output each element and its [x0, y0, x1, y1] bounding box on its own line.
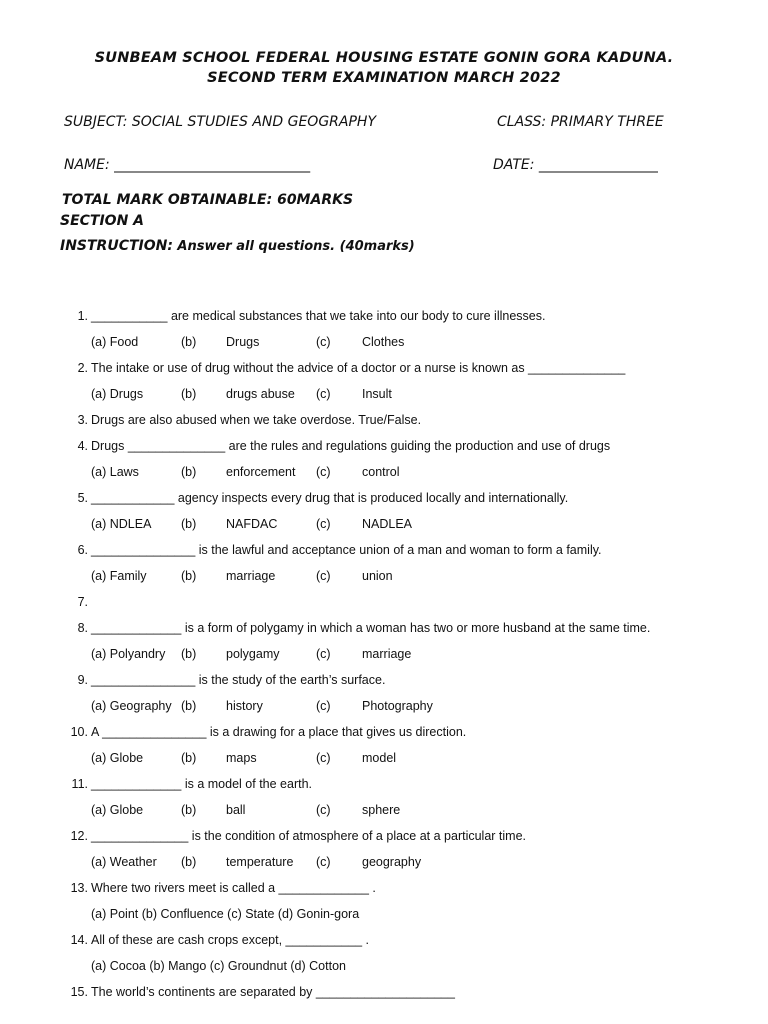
- option-item: NADLEA: [362, 517, 413, 531]
- option-item: (a) Geography: [91, 699, 172, 713]
- options-row: [66, 511, 746, 537]
- question-text: Drugs ______________ are the rules and regulations guiding the production and use of drugs: [91, 439, 611, 453]
- options-row: [66, 641, 746, 667]
- question-number: 2.: [77, 361, 88, 375]
- option-item: (a) Polyandry: [91, 647, 166, 661]
- question-text: ____________ agency inspects every drug that is produced locally and internationally.: [91, 491, 569, 505]
- question-text: The intake or use of drug without the advice of a doctor or a nurse is known as ______________: [91, 361, 626, 375]
- question-row: [66, 927, 746, 953]
- options-row: [66, 459, 746, 485]
- question-text: A _______________ is a drawing for a place that gives us direction.: [91, 725, 467, 739]
- option-item: (c): [316, 803, 331, 817]
- options-row: [66, 745, 746, 771]
- question-row: [66, 589, 746, 615]
- option-item: (c): [316, 647, 331, 661]
- question-number: 6.: [77, 543, 88, 557]
- option-item: (c): [316, 699, 331, 713]
- options-row: [66, 901, 746, 927]
- option-item: (c): [316, 855, 331, 869]
- question-number: 8.: [77, 621, 88, 635]
- question-number: 11.: [71, 777, 88, 791]
- options-row: [66, 693, 746, 719]
- option-item: enforcement: [226, 465, 296, 479]
- question-row: [66, 771, 746, 797]
- question-text: Where two rivers meet is called a _____________ .: [91, 881, 376, 895]
- question-number: 12.: [70, 829, 88, 843]
- option-item: (a) NDLEA: [91, 517, 152, 531]
- option-item: marriage: [362, 647, 412, 661]
- option-item: (a) Globe: [91, 751, 144, 765]
- question-row: [66, 407, 746, 433]
- instruction-label: INSTRUCTION:: [60, 238, 173, 254]
- question-row: [66, 355, 746, 381]
- option-list: (a) Cocoa (b) Mango (c) Groundnut (d) Cotton: [91, 959, 346, 973]
- class-line: CLASS: PRIMARY THREE: [497, 114, 664, 130]
- option-item: (b): [181, 569, 197, 583]
- question-number: 4.: [77, 439, 88, 453]
- question-number: 1.: [77, 309, 88, 323]
- option-list: (a) Point (b) Confluence (c) State (d) Gonin-gora: [91, 907, 360, 921]
- option-item: control: [362, 465, 400, 479]
- option-item: Drugs: [226, 335, 260, 349]
- option-item: marriage: [226, 569, 276, 583]
- question-row: [66, 537, 746, 563]
- option-item: (b): [181, 855, 197, 869]
- option-item: (b): [181, 387, 197, 401]
- option-item: drugs abuse: [226, 387, 295, 401]
- question-list: [66, 303, 746, 1005]
- question-number: 5.: [77, 491, 88, 505]
- option-item: (c): [316, 335, 331, 349]
- option-item: geography: [362, 855, 422, 869]
- question-text: The world’s continents are separated by ____________________: [91, 985, 455, 999]
- question-text: _______________ is the lawful and acceptance union of a man and woman to form a family.: [91, 543, 602, 557]
- question-text: All of these are cash crops except, ___________ .: [91, 933, 369, 947]
- option-item: (b): [181, 335, 197, 349]
- option-item: union: [362, 569, 393, 583]
- question-number: 7.: [77, 595, 88, 609]
- question-row: [66, 433, 746, 459]
- option-item: (b): [181, 465, 197, 479]
- option-item: (c): [316, 751, 331, 765]
- options-row: [66, 563, 746, 589]
- option-item: (c): [316, 517, 331, 531]
- date-line: DATE: _________________: [493, 157, 658, 173]
- question-number: 3.: [77, 413, 88, 427]
- option-item: history: [226, 699, 263, 713]
- exam-title: SECOND TERM EXAMINATION MARCH 2022: [207, 70, 561, 86]
- instruction-text: Answer all questions. (40marks): [177, 239, 415, 254]
- option-item: (c): [316, 465, 331, 479]
- option-item: temperature: [226, 855, 294, 869]
- question-text: _____________ is a form of polygamy in which a woman has two or more husband at the same time.: [91, 621, 651, 635]
- option-item: (a) Drugs: [91, 387, 144, 401]
- option-item: model: [362, 751, 397, 765]
- option-item: (c): [316, 569, 331, 583]
- question-number: 9.: [77, 673, 88, 687]
- option-item: (a) Food: [91, 335, 139, 349]
- subject-line: SUBJECT: SOCIAL STUDIES AND GEOGRAPHY: [64, 114, 377, 130]
- question-row: [66, 667, 746, 693]
- school-name: SUNBEAM SCHOOL FEDERAL HOUSING ESTATE GONIN GORA KADUNA.: [94, 50, 674, 66]
- question-row: [66, 875, 746, 901]
- question-row: [66, 485, 746, 511]
- option-item: (b): [181, 647, 197, 661]
- options-row: [66, 329, 746, 355]
- question-row: [66, 719, 746, 745]
- options-row: [66, 849, 746, 875]
- section-title: SECTION A: [60, 213, 145, 229]
- question-row: [66, 615, 746, 641]
- question-text: _______________ is the study of the earth’s surface.: [91, 673, 386, 687]
- option-item: (c): [316, 387, 331, 401]
- question-row: [66, 979, 746, 1005]
- options-row: [66, 381, 746, 407]
- option-item: (a) Family: [91, 569, 147, 583]
- option-item: Insult: [362, 387, 392, 401]
- question-number: 15.: [70, 985, 88, 999]
- question-row: [66, 823, 746, 849]
- name-line: NAME: ____________________________: [64, 157, 311, 173]
- options-row: [66, 797, 746, 823]
- option-item: (b): [181, 699, 197, 713]
- option-item: (a) Weather: [91, 855, 157, 869]
- option-item: (a) Laws: [91, 465, 139, 479]
- question-text: Drugs are also abused when we take overdose. True/False.: [91, 413, 422, 427]
- question-text: ___________ are medical substances that we take into our body to cure illnesses.: [91, 309, 546, 323]
- option-item: (b): [181, 751, 197, 765]
- options-row: [66, 953, 746, 979]
- total-marks: TOTAL MARK OBTAINABLE: 60MARKS: [62, 192, 354, 208]
- instruction: [60, 238, 415, 254]
- option-item: ball: [226, 803, 246, 817]
- question-number: 10.: [70, 725, 88, 739]
- option-item: (a) Globe: [91, 803, 144, 817]
- option-item: (b): [181, 517, 197, 531]
- option-item: sphere: [362, 803, 401, 817]
- option-item: polygamy: [226, 647, 280, 661]
- question-number: 14.: [70, 933, 88, 947]
- option-item: NAFDAC: [226, 517, 278, 531]
- option-item: (b): [181, 803, 197, 817]
- question-text: ______________ is the condition of atmosphere of a place at a particular time.: [91, 829, 527, 843]
- question-row: [66, 303, 746, 329]
- option-item: Clothes: [362, 335, 405, 349]
- question-text: _____________ is a model of the earth.: [91, 777, 313, 791]
- option-item: maps: [226, 751, 257, 765]
- option-item: Photography: [362, 699, 433, 713]
- question-number: 13.: [70, 881, 88, 895]
